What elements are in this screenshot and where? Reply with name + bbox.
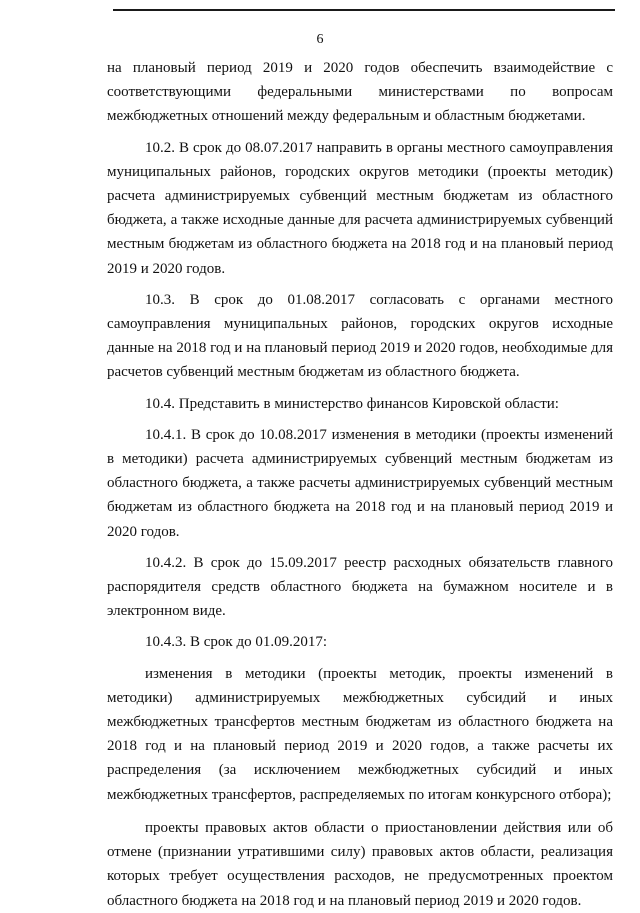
paragraph-10-3: 10.3. В срок до 01.08.2017 согласовать с органами местного самоуправления муниципальных районов, городских округов исходные данные на 2018 год и на плановый период 2019 и 2020 годов, необходимые для расчетов субвенций местным бюджетам из областного бюджета. [107,291,613,381]
paragraph-10-4: 10.4. Представить в министерство финансов Кировской области: [145,395,559,412]
paragraph-10-4-2: 10.4.2. В срок до 15.09.2017 реестр расходных обязательств главного распорядителя средств областного бюджета на бумажном носителе и в электронном виде. [107,554,613,620]
paragraph-10-4-3: 10.4.3. В срок до 01.09.2017: [145,634,327,651]
page-number: 6 [316,32,324,47]
document-body [107,56,613,913]
paragraph-10-2: 10.2. В срок до 08.07.2017 направить в органы местного самоуправления муниципальных районов, городских округов методики (проекты методик) расчета администрируемых субвенций местным бюджетам из областного бюджета, а также исходные данные для расчета администрируемых субвенций местным бюджетам из областного бюджета на 2018 год и на плановый период 2019 и 2020 годов. [107,139,613,277]
top-rule [113,9,615,11]
paragraph-10-4-3-item-1: изменения в методики (проекты методик, проекты изменений в методики) администрируемых межбюджетных субсидий и иных межбюджетных трансфертов местным бюджетам из областного бюджета на 2018 год и на плановый период 2019 и 2020 годов, а также расчеты их распределения (за исключением межбюджетных субсидий и иных межбюджетных трансфертов, распределяемых по итогам конкурсного отбора); [107,665,613,803]
paragraph-10-4-3-item-2: проекты правовых актов области о приостановлении действия или об отмене (признании утратившими силу) правовых актов области, реализация которых требует осуществления расходов, не предусмотренных проектом областного бюджета на 2018 год и на плановый период 2019 и 2020 годов. [107,819,613,909]
paragraph-continuation: на плановый период 2019 и 2020 годов обеспечить взаимодействие с соответствующими федеральными министерствами по вопросам межбюджетных отношений между федеральным и областным бюджетами. [107,60,613,125]
paragraph-10-4-1: 10.4.1. В срок до 10.08.2017 изменения в методики (проекты изменений в методики) расчета администрируемых субвенций местным бюджетам из областного бюджета, а также расчеты администрируемых субвенций местным бюджетам из областного бюджета на 2018 год и на плановый период 2019 и 2020 годов. [107,426,613,540]
